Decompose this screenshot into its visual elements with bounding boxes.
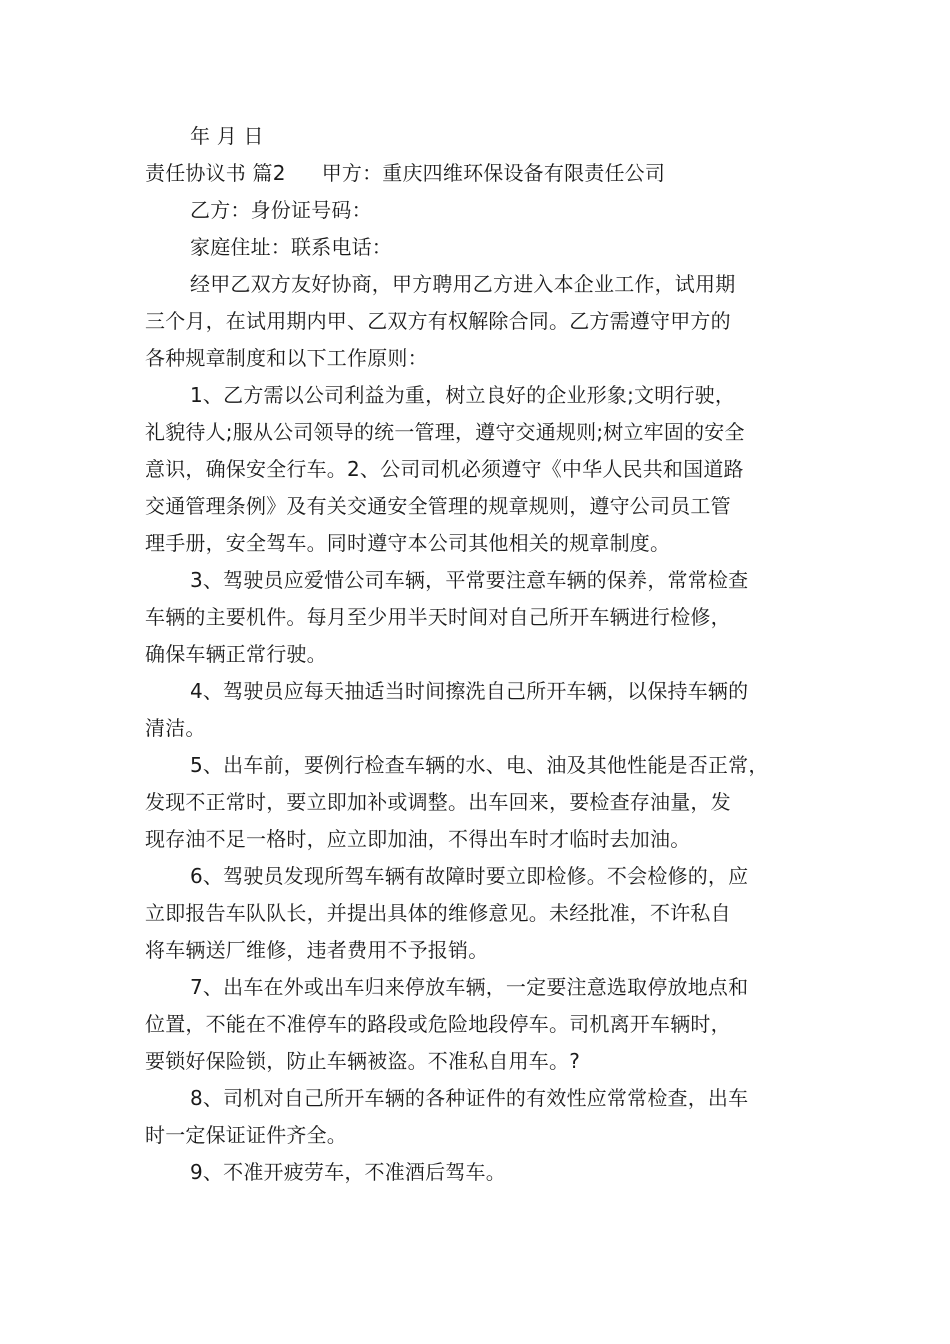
clause-4	[145, 673, 825, 747]
paragraph-line: 6、驾驶员发现所驾车辆有故障时要立即检修。不会检修的，应	[190, 864, 749, 888]
paragraph-line: 清洁。	[145, 716, 206, 740]
paragraph-line: 8、司机对自己所开车辆的各种证件的有效性应常常检查，出车	[190, 1086, 749, 1110]
paragraph-line: 要锁好保险锁，防止车辆被盗。不准私自用车。?	[145, 1049, 581, 1073]
clause-8	[145, 1080, 825, 1154]
document-body	[145, 118, 825, 1191]
clause-9	[145, 1154, 825, 1191]
address-line: 家庭住址：联系电话：	[190, 235, 392, 259]
clause-6	[145, 858, 825, 969]
paragraph-line: 经甲乙双方友好协商，甲方聘用乙方进入本企业工作，试用期	[190, 272, 736, 296]
date-line: 年 月 日	[190, 124, 264, 148]
paragraph-line: 三个月，在试用期内甲、乙双方有权解除合同。乙方需遵守甲方的	[145, 309, 731, 333]
paragraph-line: 9、不准开疲劳车，不准酒后驾车。	[190, 1160, 506, 1184]
heading-line	[145, 155, 825, 192]
document-heading: 责任协议书 篇2	[145, 161, 286, 185]
paragraph-line: 将车辆送厂维修，违者费用不予报销。	[145, 938, 489, 962]
party-a: 甲方：重庆四维环保设备有限责任公司	[321, 161, 666, 185]
paragraph-line: 发现不正常时，要立即加补或调整。出车回来，要检查存油量，发	[145, 790, 731, 814]
paragraph-line: 3、驾驶员应爱惜公司车辆，平常要注意车辆的保养，常常检查	[190, 568, 749, 592]
paragraph-line: 交通管理条例》及有关交通安全管理的规章规则，遵守公司员工管	[145, 494, 731, 518]
intro-paragraph	[145, 266, 825, 377]
paragraph-line: 各种规章制度和以下工作原则：	[145, 346, 428, 370]
paragraph-line: 现存油不足一格时，应立即加油，不得出车时才临时去加油。	[145, 827, 691, 851]
paragraph-line: 7、出车在外或出车归来停放车辆，一定要注意选取停放地点和	[190, 975, 749, 999]
paragraph-line: 确保车辆正常行驶。	[145, 642, 327, 666]
paragraph-line: 位置，不能在不准停车的路段或危险地段停车。司机离开车辆时，	[145, 1012, 731, 1036]
clause-3	[145, 562, 825, 673]
paragraph-line: 车辆的主要机件。每月至少用半天时间对自己所开车辆进行检修，	[145, 605, 731, 629]
paragraph-line: 意识，确保安全行车。2、公司司机必须遵守《中华人民共和国道路	[145, 457, 744, 481]
clause-7	[145, 969, 825, 1080]
paragraph-line: 礼貌待人;服从公司领导的统一管理，遵守交通规则;树立牢固的安全	[145, 420, 745, 444]
paragraph-line: 立即报告车队队长，并提出具体的维修意见。未经批准，不许私自	[145, 901, 731, 925]
party-b: 乙方：身份证号码：	[190, 198, 372, 222]
paragraph-line: 时一定保证证件齐全。	[145, 1123, 347, 1147]
clause-1	[145, 377, 825, 562]
clause-5	[145, 747, 825, 858]
paragraph-line: 1、乙方需以公司利益为重，树立良好的企业形象;文明行驶，	[190, 383, 736, 407]
paragraph-line: 4、驾驶员应每天抽适当时间擦洗自己所开车辆，以保持车辆的	[190, 679, 749, 703]
paragraph-line: 5、出车前，要例行检查车辆的水、电、油及其他性能是否正常，	[190, 753, 769, 777]
paragraph-line: 理手册，安全驾车。同时遵守本公司其他相关的规章制度。	[145, 531, 671, 555]
